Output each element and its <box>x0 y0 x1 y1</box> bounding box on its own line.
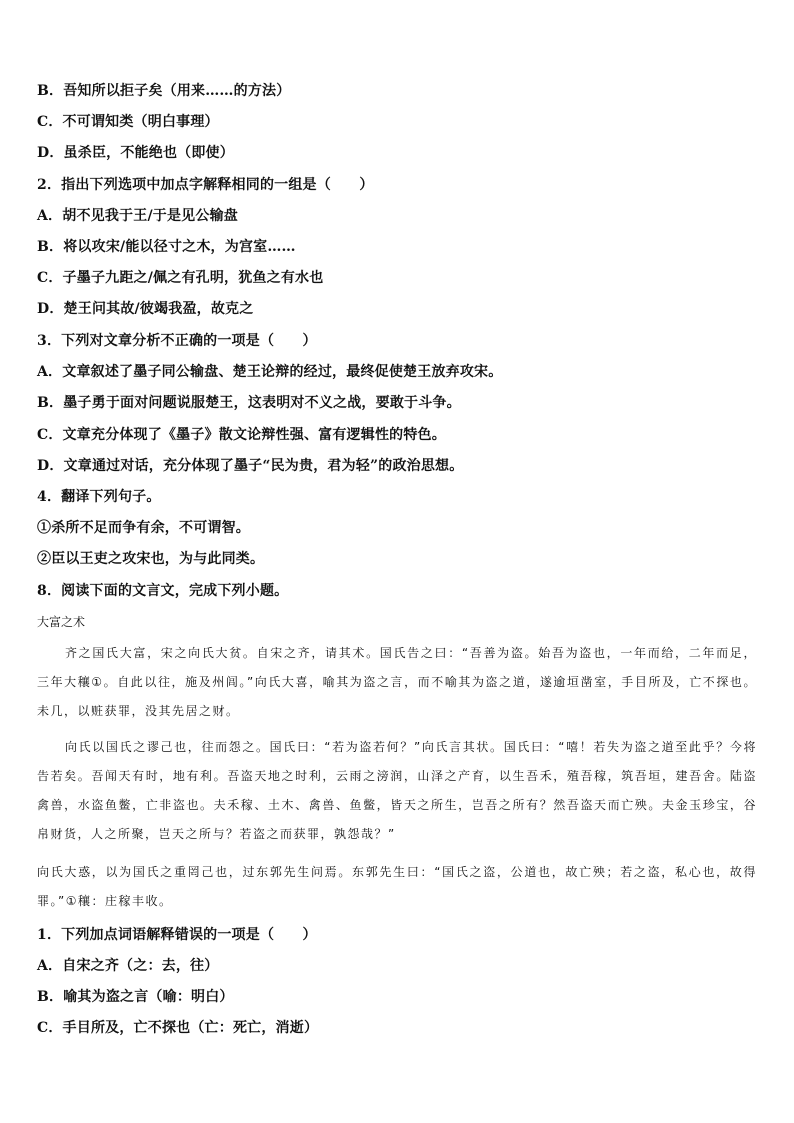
question-1-stem: 1．下列加点词语解释错误的一项是（ ） <box>37 927 317 943</box>
passage-title: 大富之术 <box>37 615 86 629</box>
text-line: C．不可谓知类（明白事理） <box>37 114 219 130</box>
passage-paragraph-3: 向氏大惑，以为国氏之重罔己也，过东郭先生问焉。东郭先生曰：“国氏之盗，公道也，故亡殃；若之盗，私心也，故得罪。”①穰：庄稼丰收。 <box>37 865 757 908</box>
text-line: B．吾知所以拒子矣（用来……的方法） <box>37 83 291 99</box>
question-2-stem: 2．指出下列选项中加点字解释相同的一组是（ ） <box>37 177 374 193</box>
question-8-stem: 8．阅读下面的文言文，完成下列小题。 <box>37 583 289 599</box>
question-2-option-a: A．胡不见我于王/于是见公输盘 <box>37 208 238 224</box>
question-1-option-c: C．手目所及，亡不探也（亡：死亡，消逝） <box>37 1020 319 1036</box>
question-4-sentence-1: ①杀所不足而争有余，不可谓智。 <box>37 520 250 536</box>
question-1-option-a: A．自宋之齐（之：去，往） <box>37 958 219 974</box>
question-4-stem: 4．翻译下列句子。 <box>37 489 161 505</box>
passage-paragraph-2: 向氏以国氏之谬己也，往而怨之。国氏曰：“若为盗若何？”向氏言其状。国氏曰：“嘻！若失为盗之道至此乎？今将告若矣。吾闻天有时，地有利。吾盗天地之时利，云雨之滂润，山泽之产育，以生吾禾，殖吾稼，筑吾垣，建吾舍。陆盗禽兽，水盗鱼鳖，亡非盗也。夫禾稼、土木、禽兽、鱼鳖，皆天之所生，岂吾之所有？然吾盗天而亡殃。夫金玉珍宝，谷帛财货，人之所聚，岂天之所与？若盗之而获罪，孰怨哉？” <box>37 740 757 841</box>
question-2-option-d: D．楚王问其故/彼竭我盈，故克之 <box>37 301 254 317</box>
question-1-option-b: B．喻其为盗之言（喻：明白） <box>37 989 234 1005</box>
question-2-option-c: C．子墨子九距之/佩之有孔明，犹鱼之有水也 <box>37 270 324 286</box>
question-3-option-c: C．文章充分体现了《墨子》散文论辩性强、富有逻辑性的特色。 <box>37 427 446 443</box>
question-3-option-a: A．文章叙述了墨子同公输盘、楚王论辩的经过，最终促使楚王放弃攻宋。 <box>37 364 503 380</box>
text-line: D．虽杀臣，不能绝也（即使） <box>37 145 234 161</box>
question-3-option-b: B．墨子勇于面对问题说服楚王，这表明对不义之战，要敢于斗争。 <box>37 395 461 411</box>
question-4-sentence-2: ②臣以王吏之攻宋也，为与此同类。 <box>37 551 265 567</box>
question-3-option-d: D．文章通过对话，充分体现了墨子“民为贵，君为轻”的政治思想。 <box>37 458 464 474</box>
question-3-stem: 3．下列对文章分析不正确的一项是（ ） <box>37 333 317 349</box>
question-2-option-b: B．将以攻宋/能以径寸之木，为宫室…… <box>37 239 296 255</box>
passage-paragraph-1: 齐之国氏大富，宋之向氏大贫。自宋之齐，请其术。国氏告之曰：“吾善为盗。始吾为盗也，一年而给，二年而足，三年大穰①。自此以往，施及州闾。”向氏大喜，喻其为盗之言，而不喻其为盗之道，遂逾垣凿室，手目所及，亡不探也。未几，以赃获罪，没其先居之财。 <box>37 646 757 718</box>
